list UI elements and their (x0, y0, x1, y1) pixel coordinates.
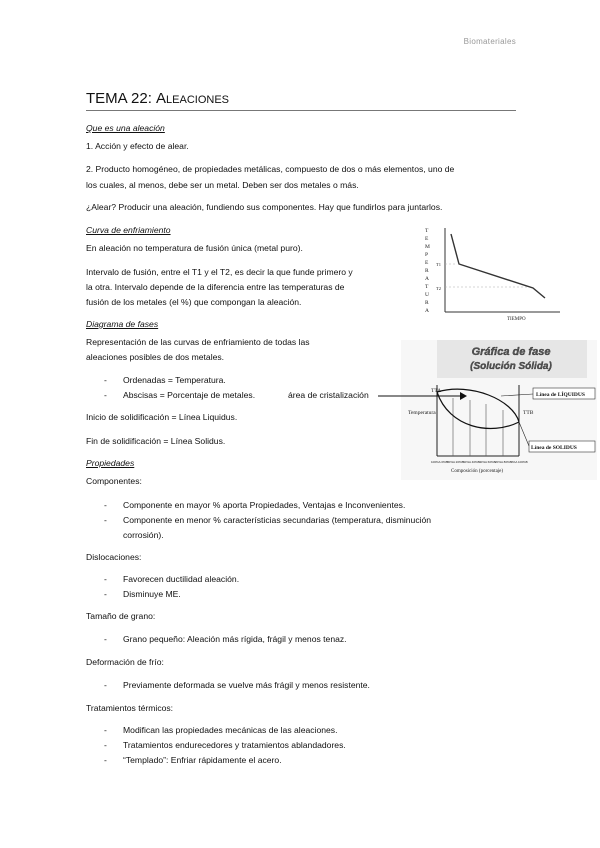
section-curva: Curva de enfriamiento (86, 225, 171, 235)
heading-dislocaciones: Dislocaciones: (86, 552, 142, 562)
paragraph-7: Inicio de solidificación = Línea Liquidus. (86, 412, 238, 422)
title-small-caps: Aleaciones (156, 90, 230, 107)
ylabel-letter: E (425, 236, 429, 242)
ylabel-letter: A (425, 308, 429, 314)
paragraph-4: En aleación no temperatura de fusión única (metal puro). (86, 243, 303, 253)
figure-title: Gráfica de fase (471, 346, 551, 358)
tick-label: 80%A 20%B (447, 460, 464, 464)
ylabel-letter: R (425, 300, 429, 306)
paragraph-5c: fusión de los metales (el %) que compongan la aleación. (86, 297, 302, 307)
ttb-label: TTB (523, 410, 534, 416)
tick-label: 40%A 60%B (479, 460, 496, 464)
ylabel-letter: A (425, 276, 429, 282)
paragraph-5b: la otra. Intervalo depende de la diferencia entre las temperaturas de (86, 282, 345, 292)
temperatura-label: Temperatura (408, 410, 436, 416)
paragraph-2b: los cuales, al menos, debe ser un metal. Deben ser dos metales o más. (86, 180, 359, 190)
liquidus-label: Línea de LÍQUIDUS (536, 392, 585, 398)
paragraph-8: Fin de solidificación = Línea Solidus. (86, 436, 226, 446)
ylabel-letter: R (425, 268, 429, 274)
solidus-label: Línea de SOLIDUS (531, 445, 577, 451)
tta-label: TTA (431, 388, 442, 394)
paragraph-2a: 2. Producto homogéneo, de propiedades metálicas, compuesto de dos o más elementos, uno de (86, 164, 455, 174)
heading-tratamientos: Tratamientos térmicos: (86, 703, 174, 713)
paragraph-6b: aleaciones posibles de dos metales. (86, 352, 225, 362)
paragraph-1: 1. Acción y efecto de alear. (86, 141, 189, 151)
section-diagrama: Diagrama de fases (86, 319, 159, 329)
xlabel: Composición (porcentaje) (451, 469, 504, 474)
tick-label: 60%A 40%B (463, 460, 480, 464)
tick-label: 20%A 80%B (495, 460, 512, 464)
ylabel-letter: M (425, 244, 430, 250)
paragraph-6a: Representación de las curvas de enfriamiento de todas las (86, 337, 310, 347)
tick-label: 0%A 100%B (511, 460, 528, 464)
cooling-curve (451, 234, 545, 298)
heading-componentes: Componentes: (86, 476, 142, 486)
ylabel-letter: T (425, 228, 429, 234)
heading-tamano: Tamaño de grano: (86, 611, 156, 621)
title-rule (86, 110, 516, 111)
cooling-curve-figure (415, 226, 565, 323)
page-title (86, 90, 229, 107)
page-header: Biomateriales (463, 37, 516, 46)
paragraph-3: ¿Alear? Producir una aleación, fundiendo sus componentes. Hay que fundirlos para juntarlos. (86, 202, 443, 212)
paragraph-5a: Intervalo de fusión, entre el T1 y el T2, es decir la que funde primero y (86, 267, 353, 277)
xlabel: TIEMPO (507, 317, 526, 322)
ylabel-letter: U (425, 292, 429, 298)
ylabel-letter: E (425, 260, 429, 266)
figure-subtitle: (Solución Sólida) (470, 361, 552, 372)
title-main: TEMA 22: (86, 90, 157, 107)
ylabel-letter: T (425, 284, 429, 290)
t1-label: T1 (436, 262, 441, 267)
tick-label: 100%A 0%B (431, 460, 448, 464)
annotation-cristalizacion: área de cristalización (288, 390, 369, 400)
phase-diagram-figure (401, 340, 597, 480)
heading-deformacion: Deformación de frío: (86, 657, 164, 667)
t2-label: T2 (436, 286, 441, 291)
ylabel-letter: P (425, 252, 429, 258)
section-propiedades: Propiedades (86, 458, 135, 468)
section-que-es: Que es una aleación (86, 123, 165, 133)
annotation-arrow (378, 389, 468, 403)
